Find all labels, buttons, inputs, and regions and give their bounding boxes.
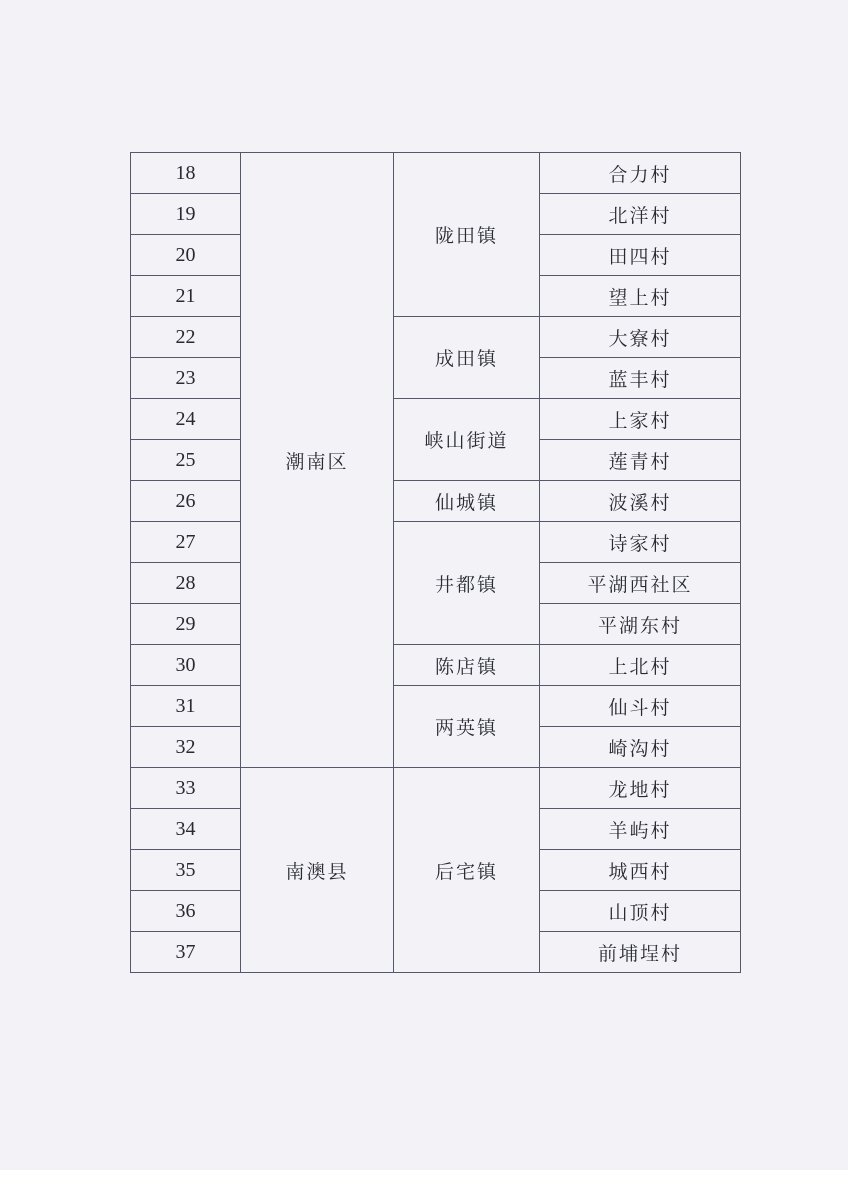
row-number-cell: 18 (131, 153, 241, 194)
town-cell: 陇田镇 (394, 153, 540, 317)
town-cell: 仙城镇 (394, 481, 540, 522)
village-cell: 蓝丰村 (540, 358, 741, 399)
village-cell: 龙地村 (540, 768, 741, 809)
table-row (131, 768, 741, 809)
table-row (131, 153, 741, 194)
village-cell: 城西村 (540, 850, 741, 891)
village-roster-table (130, 152, 741, 973)
village-cell: 平湖东村 (540, 604, 741, 645)
village-cell: 山顶村 (540, 891, 741, 932)
row-number-cell: 26 (131, 481, 241, 522)
village-cell: 崎沟村 (540, 727, 741, 768)
village-cell: 北洋村 (540, 194, 741, 235)
district-cell: 潮南区 (241, 153, 394, 768)
district-cell: 南澳县 (241, 768, 394, 973)
village-cell: 平湖西社区 (540, 563, 741, 604)
town-cell: 成田镇 (394, 317, 540, 399)
row-number-cell: 22 (131, 317, 241, 358)
village-cell: 莲青村 (540, 440, 741, 481)
village-cell: 望上村 (540, 276, 741, 317)
row-number-cell: 33 (131, 768, 241, 809)
table-row (131, 399, 741, 440)
village-cell: 波溪村 (540, 481, 741, 522)
row-number-cell: 23 (131, 358, 241, 399)
village-cell: 田四村 (540, 235, 741, 276)
row-number-cell: 27 (131, 522, 241, 563)
village-cell: 上北村 (540, 645, 741, 686)
town-cell: 井都镇 (394, 522, 540, 645)
row-number-cell: 36 (131, 891, 241, 932)
town-cell: 后宅镇 (394, 768, 540, 973)
village-cell: 诗家村 (540, 522, 741, 563)
village-cell: 合力村 (540, 153, 741, 194)
table-row (131, 686, 741, 727)
table-body (131, 153, 741, 973)
row-number-cell: 24 (131, 399, 241, 440)
row-number-cell: 29 (131, 604, 241, 645)
table-row (131, 481, 741, 522)
row-number-cell: 28 (131, 563, 241, 604)
row-number-cell: 25 (131, 440, 241, 481)
town-cell: 峡山街道 (394, 399, 540, 481)
row-number-cell: 35 (131, 850, 241, 891)
village-cell: 上家村 (540, 399, 741, 440)
row-number-cell: 31 (131, 686, 241, 727)
table-row (131, 317, 741, 358)
row-number-cell: 21 (131, 276, 241, 317)
town-cell: 陈店镇 (394, 645, 540, 686)
row-number-cell: 37 (131, 932, 241, 973)
village-cell: 大寮村 (540, 317, 741, 358)
table-row (131, 645, 741, 686)
row-number-cell: 34 (131, 809, 241, 850)
row-number-cell: 20 (131, 235, 241, 276)
scan-margin (0, 1170, 848, 1200)
town-cell: 两英镇 (394, 686, 540, 768)
row-number-cell: 32 (131, 727, 241, 768)
row-number-cell: 30 (131, 645, 241, 686)
table-row (131, 522, 741, 563)
row-number-cell: 19 (131, 194, 241, 235)
village-cell: 仙斗村 (540, 686, 741, 727)
village-cell: 羊屿村 (540, 809, 741, 850)
village-cell: 前埔埕村 (540, 932, 741, 973)
